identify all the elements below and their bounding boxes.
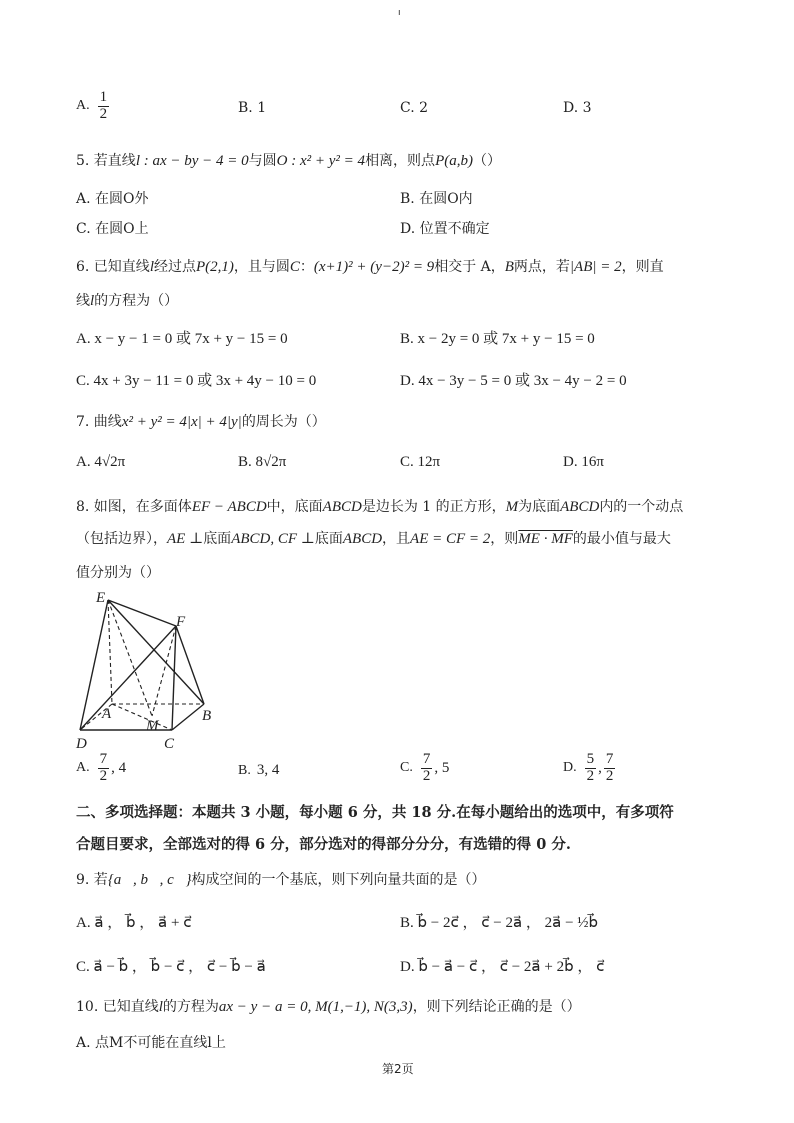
q5-option-b: B. 在圆O内	[400, 191, 473, 207]
label-F: F	[176, 614, 186, 630]
polyhedron-figure	[72, 588, 222, 758]
q9-option-b: B. b⃗ − 2c⃗ ， c⃗ − 2a⃗ ， 2a⃗ − ½b⃗	[400, 915, 599, 931]
q7-option-c: C. 12π	[400, 454, 441, 470]
label-A: A	[102, 706, 112, 722]
edge-EB	[108, 600, 204, 704]
q5-option-a: A. 在圆O外	[76, 191, 149, 207]
edge-FD	[80, 626, 176, 730]
label-C: C	[164, 736, 175, 752]
question-6-stem-line1: 6. 已知直线l经过点P(2,1)，且与圆C：(x+1)² + (y−2)² = 9相交于 A，B两点，若|AB| = 2，则直	[76, 259, 664, 275]
q7-option-d: D. 16π	[563, 454, 604, 470]
q9-option-a: A. a⃗ ， b⃗ ， a⃗ + c⃗	[76, 915, 192, 931]
q4-option-d: D. 3	[563, 100, 592, 116]
q6-option-c: C. 4x + 3y − 11 = 0 或 3x + 4y − 10 = 0	[76, 373, 317, 389]
q6-option-a: A. x − y − 1 = 0 或 7x + y − 15 = 0	[76, 331, 288, 347]
section-2-heading-line1: 二、多项选择题：本题共 3 小题，每小题 6 分，共 18 分.在每小题给出的选项中，有多项符	[76, 804, 674, 821]
q10-option-a: A. 点M不可能在直线l上	[76, 1035, 226, 1051]
edge-EA	[108, 600, 112, 704]
edge-FB	[176, 626, 204, 704]
question-7-stem: 7. 曲线x² + y² = 4|x| + 4|y|的周长为（）	[76, 414, 326, 430]
diagonal-AC	[112, 704, 172, 730]
q4-option-a: A. $\frac{1}{2}$	[76, 89, 108, 122]
q4-option-b: B. 1	[238, 100, 267, 116]
q9-option-c: C. a⃗ − b⃗ ， b⃗ − c⃗ ， c⃗ − b⃗ − a⃗	[76, 959, 266, 975]
edge-EF	[108, 600, 176, 626]
q6-option-d: D. 4x − 3y − 5 = 0 或 3x − 4y − 2 = 0	[400, 373, 627, 389]
q6-option-b: B. x − 2y = 0 或 7x + y − 15 = 0	[400, 331, 595, 347]
q8-option-b: B. 3, 4	[238, 762, 280, 778]
section-2-heading-line2: 合题目要求，全部选对的得 6 分，部分选对的得部分分分，有选错的得 0 分.	[76, 836, 571, 853]
q8-option-a: A. $\frac{7}{2}$ , 4	[76, 751, 127, 784]
segment-EM	[108, 600, 152, 716]
question-9-stem: 9. 若{a⃗, b⃗, c⃗}构成空间的一个基底，则下列向量共面的是（）	[76, 872, 486, 888]
edge-CB	[172, 704, 204, 730]
q8-option-c: C. $\frac{7}{2}$ , 5	[400, 751, 450, 784]
page-footer: 第2页	[382, 1062, 414, 1076]
question-8-stem-line2: （包括边界），AE ⊥底面ABCD, CF ⊥底面ABCD，且AE = CF = 2，则ME · MF的最小值与最大	[76, 531, 671, 547]
label-E: E	[96, 590, 106, 606]
question-10-stem: 10. 已知直线l的方程为ax − y − a = 0, M(1,−1), N(3,3)，则下列结论正确的是（）	[76, 999, 581, 1015]
label-D: D	[76, 736, 87, 752]
header-mark: ı	[398, 8, 401, 18]
q7-option-b: B. 8√2π	[238, 454, 287, 470]
q9-option-d: D. b⃗ − a⃗ − c⃗ ， c⃗ − 2a⃗ + 2b⃗ ， c⃗	[400, 959, 605, 975]
edge-FC	[172, 626, 176, 730]
question-5-stem: 5. 若直线l : ax − by − 4 = 0与圆O : x² + y² = 4相离，则点P(a,b)（）	[76, 153, 501, 169]
q7-option-a: A. 4√2π	[76, 454, 126, 470]
q5-option-c: C. 在圆O上	[76, 221, 149, 237]
q5-option-d: D. 位置不确定	[400, 221, 490, 237]
label-B: B	[202, 708, 212, 724]
q8-option-d: D. $\frac{5}{2}$ , $\frac{7}{2}$	[563, 751, 614, 784]
q4-option-c: C. 2	[400, 100, 429, 116]
question-8-stem-line3: 值分别为（）	[76, 565, 160, 581]
question-6-stem-line2: 线l的方程为（）	[76, 293, 179, 309]
fraction: $\frac{1}{2}$	[99, 89, 108, 122]
question-8-stem-line1: 8. 如图，在多面体EF − ABCD中，底面ABCD是边长为 1 的正方形，M为底面ABCD内的一个动点	[76, 499, 684, 515]
label-M: M	[146, 718, 159, 734]
